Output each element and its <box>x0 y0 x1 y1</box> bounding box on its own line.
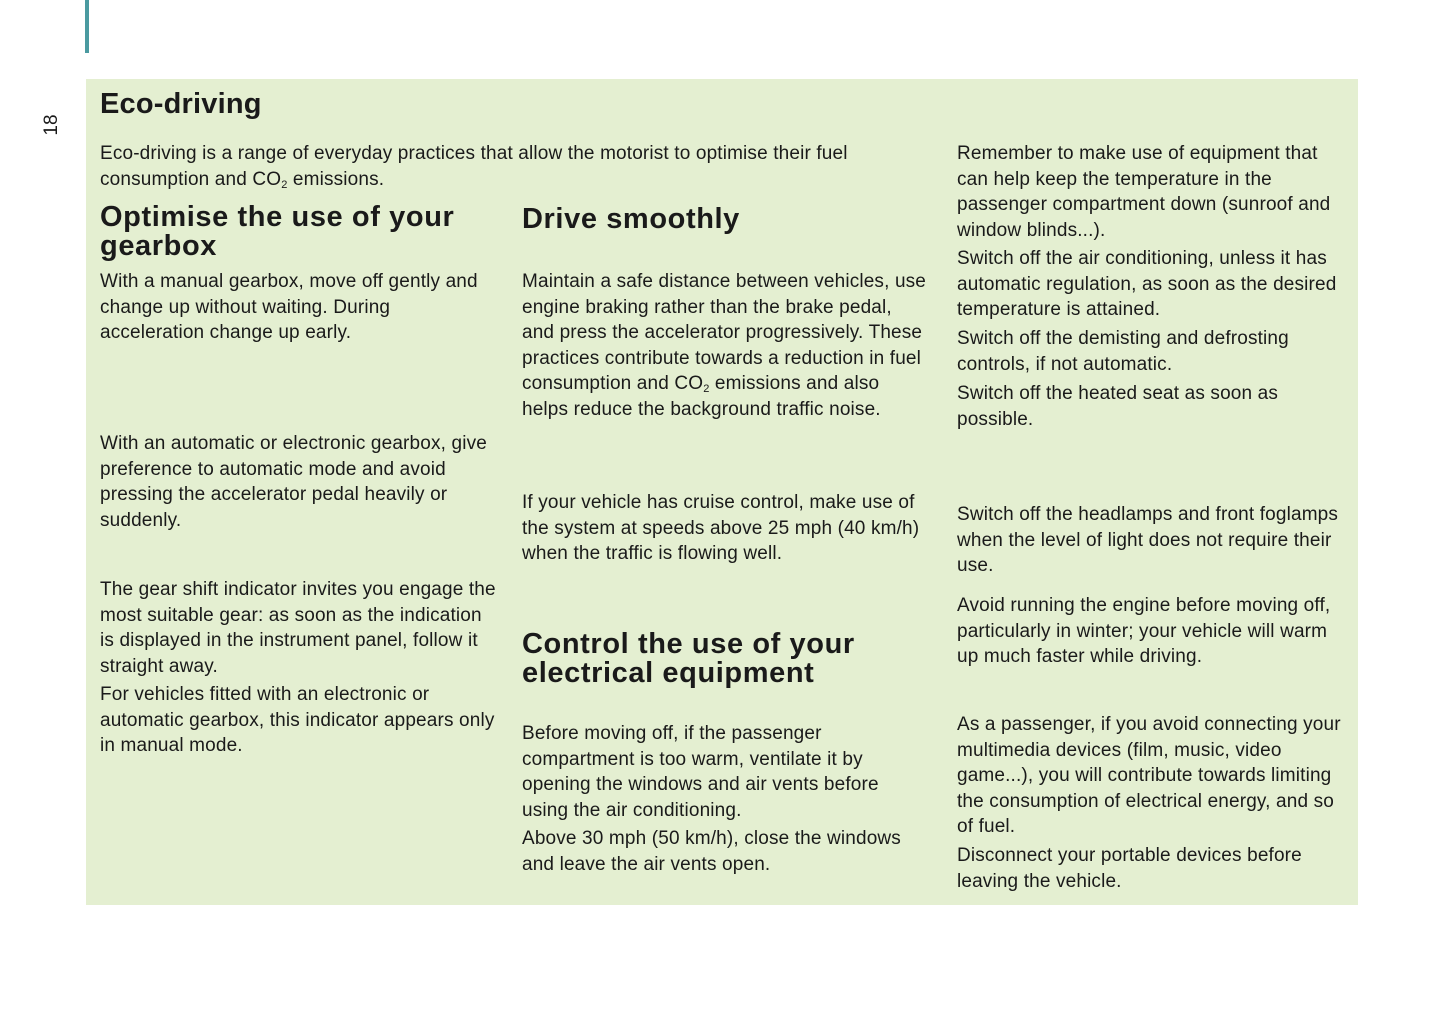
air-conditioning-paragraph: Switch off the air conditioning, unless it has automatic regulation, as soon as the desired temperature is attained. <box>957 248 1337 320</box>
engine-warm-up-paragraph: Avoid running the engine before moving off, particularly in winter; your vehicle will warm up much faster while driving. <box>957 595 1331 667</box>
gearbox-manual-paragraph: With a manual gearbox, move off gently and change up without waiting. During acceleration change up early. <box>100 271 478 343</box>
headlamps-paragraph: Switch off the headlamps and front foglamps when the level of light does not require their use. <box>957 504 1339 576</box>
drive-smoothly-heading: Drive smoothly <box>522 203 740 235</box>
electrical-equipment-heading: Control the use of your electrical equipment <box>522 628 855 689</box>
page-title: Eco-driving <box>100 88 262 120</box>
windows-paragraph: Above 30 mph (50 km/h), close the windows and leave the air vents open. <box>522 828 901 875</box>
gear-shift-indicator-paragraph: The gear shift indicator invites you engage the most suitable gear: as soon as the indication is displayed in the instrument panel, follow it straight away. <box>100 579 496 677</box>
heated-seat-paragraph: Switch off the heated seat as soon as possible. <box>957 383 1279 430</box>
gearbox-heading: Optimise the use of your gearbox <box>100 201 455 262</box>
cruise-control-paragraph: If your vehicle has cruise control, make use of the system at speeds above 25 mph (40 km/h) when the traffic is flowing well. <box>522 492 920 564</box>
portable-devices-paragraph: Disconnect your portable devices before leaving the vehicle. <box>957 845 1302 892</box>
temperature-equipment-paragraph: Remember to make use of equipment that can help keep the temperature in the passenger compartment down (sunroof and window blinds...). <box>957 143 1331 241</box>
drive-smoothly-paragraph: Maintain a safe distance between vehicles, use engine braking rather than the brake pedal, and press the accelerator progressively. These practices contribute towards a reduction in fuel consumption and $CO_2$ emissions and also helps reduce the background traffic noise. <box>522 271 927 420</box>
electronic-gearbox-paragraph: For vehicles fitted with an electronic or automatic gearbox, this indicator appears only in manual mode. <box>100 684 495 756</box>
multimedia-devices-paragraph: As a passenger, if you avoid connecting your multimedia devices (film, music, video game...), you will contribute towards limiting the consumption of electrical energy, and so of fuel. <box>957 714 1341 837</box>
page-number: 18 <box>41 114 62 136</box>
intro-paragraph: Eco-driving is a range of everyday practices that allow the motorist to optimise their fuel consumption and $CO_2$ emissions. <box>100 143 848 191</box>
ventilation-paragraph: Before moving off, if the passenger compartment is too warm, ventilate it by opening the windows and air vents before using the air conditioning. <box>522 723 879 821</box>
margin-accent-bar <box>85 0 89 53</box>
eco-driving-panel <box>86 79 1358 905</box>
demisting-paragraph: Switch off the demisting and defrosting controls, if not automatic. <box>957 328 1289 375</box>
gearbox-automatic-paragraph: With an automatic or electronic gearbox, give preference to automatic mode and avoid pressing the accelerator pedal heavily or suddenly. <box>100 433 487 531</box>
